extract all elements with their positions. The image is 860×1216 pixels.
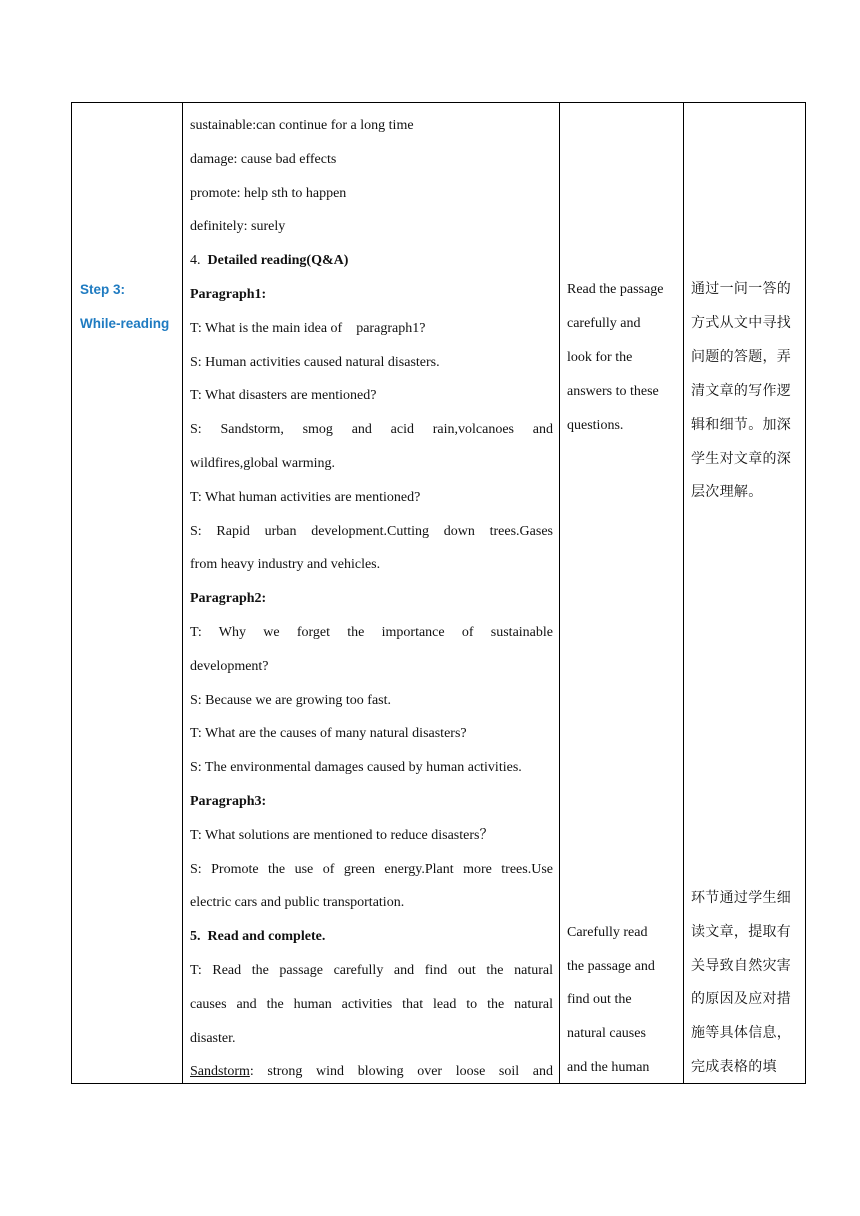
purpose-line: 环节通过学生细: [691, 890, 792, 906]
student-answer: S: Human activities caused natural disasters.: [190, 354, 440, 370]
teacher-question-cont: development?: [190, 658, 269, 674]
section-number: 5.: [190, 929, 201, 945]
step-title: Step 3:: [80, 282, 126, 297]
task-instruction: causes and the human activities that lead to the natural: [190, 996, 553, 1012]
purpose-line: 读文章，提取有: [691, 924, 792, 940]
teacher-question: T: What is the main idea of paragraph1?: [190, 320, 426, 336]
teacher-question: T: What solutions are mentioned to reduce disasters？: [190, 827, 494, 843]
section-number: 4.: [190, 253, 201, 269]
student-answer: S: Sandstorm, smog and acid rain,volcanoes and: [190, 422, 553, 438]
vocab-line: damage: cause bad effects: [190, 151, 337, 167]
purpose-line: 关导致自然灾害: [691, 958, 792, 974]
student-answer: S: Because we are growing too fast.: [190, 692, 391, 708]
vocab-line: promote: help sth to happen: [190, 185, 347, 201]
activity-line: questions.: [567, 418, 624, 433]
section-title: Detailed reading(Q&A): [207, 253, 349, 269]
teacher-question: T: Why we forget the importance of sustainable: [190, 624, 553, 640]
purpose-line: 清文章的写作逻: [691, 383, 792, 399]
paragraph-heading: Paragraph1:: [190, 286, 267, 302]
activity-line: the passage and: [567, 959, 655, 974]
purpose-column: [683, 103, 806, 1083]
task-instruction-cont: disaster.: [190, 1030, 236, 1046]
sandstorm-term: Sandstorm: [190, 1064, 250, 1080]
purpose-line: 施等具体信息，: [691, 1025, 792, 1041]
student-answer-cont: electric cars and public transportation.: [190, 895, 405, 911]
lesson-plan-table: [71, 102, 806, 1084]
activity-line: answers to these: [567, 384, 659, 399]
sandstorm-description: : strong wind blowing over loose soil and: [249, 1064, 553, 1080]
activity-line: and the human: [567, 1060, 650, 1075]
purpose-line: 通过一问一答的: [691, 281, 792, 297]
activity-column: [559, 103, 683, 1083]
vocab-line: definitely: surely: [190, 219, 286, 235]
step-column: [72, 103, 182, 1083]
purpose-line: 辑和细节。加深: [691, 417, 792, 433]
purpose-line: 的原因及应对措: [691, 991, 792, 1007]
teacher-question: T: What human activities are mentioned?: [190, 489, 421, 505]
teacher-question: T: What disasters are mentioned?: [190, 388, 377, 404]
activity-line: find out the: [567, 992, 632, 1007]
section-heading-4: [190, 244, 553, 278]
section-heading-5: [190, 920, 553, 954]
content-column: [182, 103, 559, 1083]
student-answer: S: The environmental damages caused by human activities.: [190, 760, 522, 776]
student-answer-cont: wildfires,global warming.: [190, 455, 336, 471]
task-instruction: T: Read the passage carefully and find out the natural: [190, 962, 553, 978]
purpose-line: 学生对文章的深: [691, 451, 792, 467]
paragraph-heading: Paragraph3:: [190, 793, 267, 809]
sandstorm-line: [190, 1055, 553, 1083]
teacher-question: T: What are the causes of many natural disasters?: [190, 726, 467, 742]
section-title: Read and complete.: [207, 929, 326, 945]
vocab-line: sustainable:can continue for a long time: [190, 118, 414, 133]
activity-line: carefully and: [567, 316, 641, 331]
step-subtitle: While-reading: [80, 316, 170, 331]
activity-line: Carefully read: [567, 925, 648, 940]
student-answer: S: Promote the use of green energy.Plant more trees.Use: [190, 861, 553, 877]
activity-line: look for the: [567, 350, 633, 365]
purpose-line: 方式从文中寻找: [691, 315, 792, 331]
student-answer: S: Rapid urban development.Cutting down trees.Gases: [190, 523, 553, 539]
paragraph-heading: Paragraph2:: [190, 591, 267, 607]
activity-line: natural causes: [567, 1026, 646, 1041]
student-answer-cont: from heavy industry and vehicles.: [190, 557, 381, 573]
purpose-line: 完成表格的填: [691, 1059, 777, 1075]
activity-line: Read the passage: [567, 282, 664, 297]
purpose-line: 层次理解。: [691, 484, 763, 500]
purpose-line: 问题的答题，弄: [691, 349, 792, 365]
